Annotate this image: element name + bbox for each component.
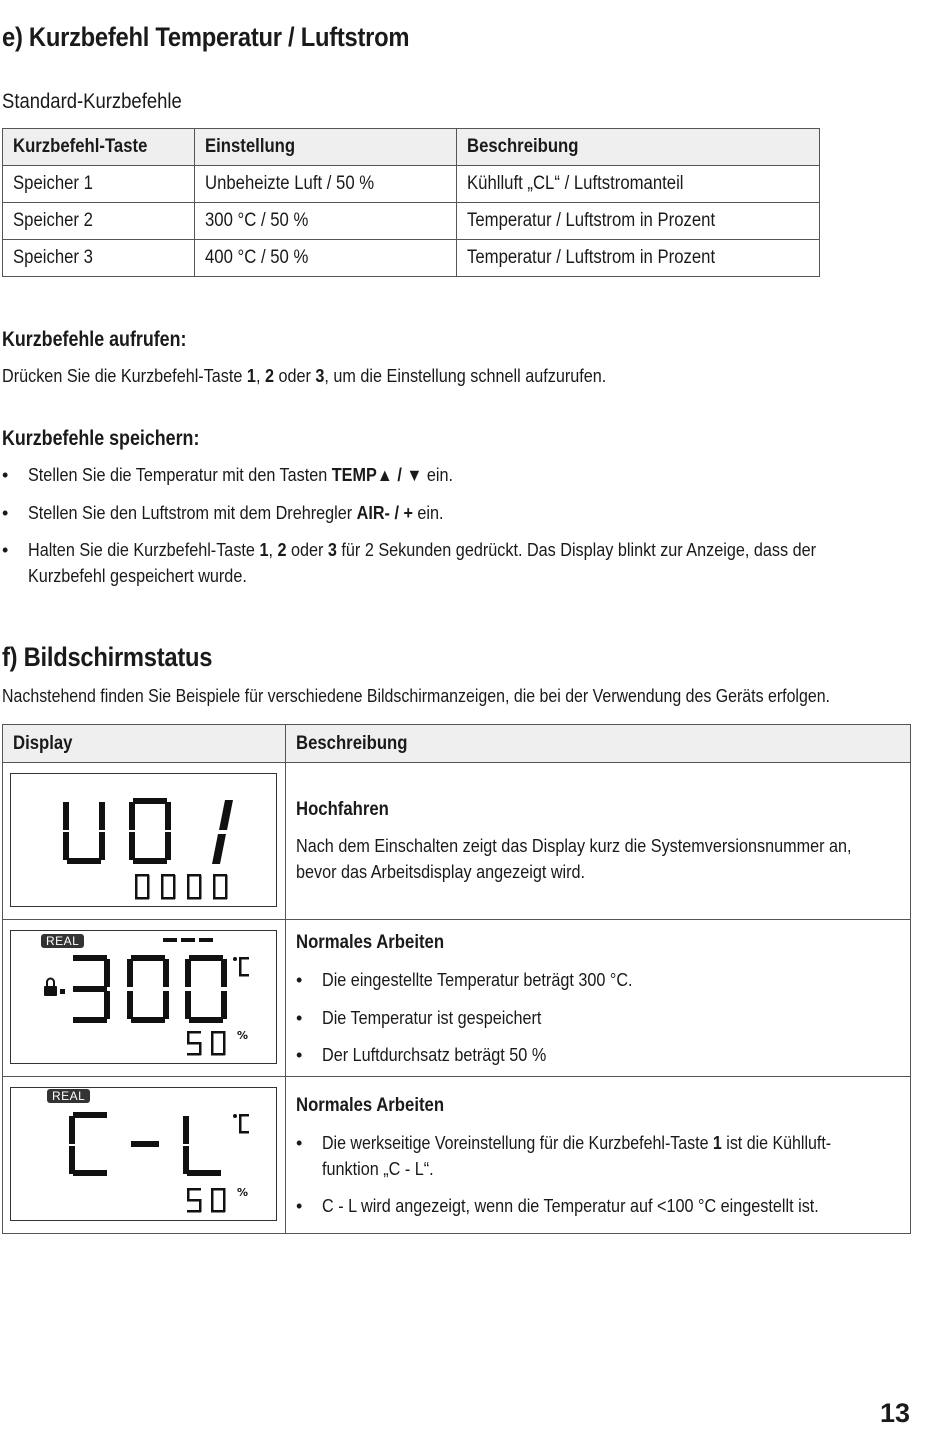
description-bullet: Der Luftdurchsatz beträgt 50 % (322, 1045, 547, 1065)
real-badge: REAL (41, 934, 84, 948)
section-f-intro: Nachstehend finden Sie Beispiele für verschiedene Bildschirmanzeigen, die bei der Verwendung des Geräts erfolgen. (2, 686, 830, 706)
lcd-segments-300 (11, 931, 276, 1063)
page-number: 13 (879, 1398, 910, 1428)
save-bullet-1: Stellen Sie die Temperatur mit den Tasten TEMP▲ / ▼ ein. (28, 465, 453, 485)
recall-text: Drücken Sie die Kurzbefehl-Taste 1, 2 oder 3, um die Einstellung schnell aufzurufen. (2, 366, 607, 386)
table-header-cell: Einstellung (195, 129, 457, 166)
svg-text:%: % (237, 1186, 249, 1199)
display-cell (3, 1077, 286, 1234)
lcd-display-300 (10, 930, 277, 1064)
display-cell (3, 920, 286, 1077)
table-cell: Temperatur / Luftstrom in Prozent (457, 203, 820, 240)
recall-heading: Kurzbefehle aufrufen: (2, 328, 187, 351)
shortcut-table (2, 128, 820, 277)
lock-icon (44, 979, 57, 997)
display-status-table (2, 724, 911, 1234)
table-cell: 400 °C / 50 % (195, 240, 457, 277)
description-line: Nach dem Einschalten zeigt das Display kurz die Systemversionsnummer an, (296, 836, 852, 856)
table-cell: Unbeheizte Luft / 50 % (195, 166, 457, 203)
description-cell (286, 1077, 911, 1234)
description-bullet: C - L wird angezeigt, wenn die Temperatur auf <100 °C eingestellt ist. (322, 1196, 819, 1216)
description-bullet: Die werkseitige Voreinstellung für die Kurzbefehl-Taste 1 ist die Kühlluft- (322, 1133, 832, 1153)
lcd-segments-u01 (11, 774, 276, 906)
bullet-marker: • (296, 1008, 303, 1028)
section-f-heading: f) Bildschirmstatus (2, 642, 213, 672)
table-cell: Temperatur / Luftstrom in Prozent (457, 240, 820, 277)
description-bullet: Die eingestellte Temperatur beträgt 300 °C. (322, 970, 633, 990)
display-cell (3, 763, 286, 920)
bullet-marker: • (296, 1196, 303, 1216)
table-cell: Speicher 1 (3, 166, 195, 203)
lcd-display-startup (10, 773, 277, 907)
standard-shortcuts-heading: Standard-Kurzbefehle (2, 90, 182, 113)
table-cell: Speicher 3 (3, 240, 195, 277)
bullet-marker: • (296, 1045, 303, 1065)
description-bullet: Die Temperatur ist gespeichert (322, 1008, 542, 1028)
table-cell: Speicher 2 (3, 203, 195, 240)
table-row (3, 203, 820, 240)
table-header-cell: Beschreibung (286, 725, 911, 763)
real-badge: REAL (47, 1089, 90, 1103)
table-cell: Kühlluft „CL“ / Luftstromanteil (457, 166, 820, 203)
save-heading: Kurzbefehle speichern: (2, 427, 200, 450)
row-title: Normales Arbeiten (296, 932, 445, 953)
table-row (3, 166, 820, 203)
table-row (3, 1077, 911, 1234)
bullet-marker: • (2, 540, 9, 560)
row-title: Normales Arbeiten (296, 1095, 445, 1116)
section-e-heading: e) Kurzbefehl Temperatur / Luftstrom (2, 22, 410, 52)
bullet-marker: • (2, 503, 9, 523)
table-header-cell: Beschreibung (457, 129, 820, 166)
table-header-row (3, 725, 911, 763)
table-row (3, 763, 911, 920)
table-header-cell: Kurzbefehl-Taste (3, 129, 195, 166)
table-header-cell: Display (3, 725, 286, 763)
save-bullet-3-line2: Kurzbefehl gespeichert wurde. (28, 566, 247, 586)
table-header-row (3, 129, 820, 166)
description-cell (286, 763, 911, 920)
save-bullet-3: Halten Sie die Kurzbefehl-Taste 1, 2 oder 3 für 2 Sekunden gedrückt. Das Display blinkt zur Anzeige, dass der (28, 540, 816, 560)
row-title: Hochfahren (296, 799, 389, 820)
table-row (3, 920, 911, 1077)
lcd-segments-cl (11, 1088, 276, 1220)
bullet-marker: • (296, 1133, 303, 1153)
description-bullet-line2: funktion „C - L“. (322, 1159, 434, 1179)
lcd-display-cl (10, 1087, 277, 1221)
description-line: bevor das Arbeitsdisplay angezeigt wird. (296, 862, 586, 882)
svg-text:%: % (237, 1029, 249, 1042)
table-cell: 300 °C / 50 % (195, 203, 457, 240)
bullet-marker: • (2, 465, 9, 485)
table-row (3, 240, 820, 277)
bullet-marker: • (296, 970, 303, 990)
description-cell (286, 920, 911, 1077)
save-bullet-2: Stellen Sie den Luftstrom mit dem Drehregler AIR- / + ein. (28, 503, 444, 523)
